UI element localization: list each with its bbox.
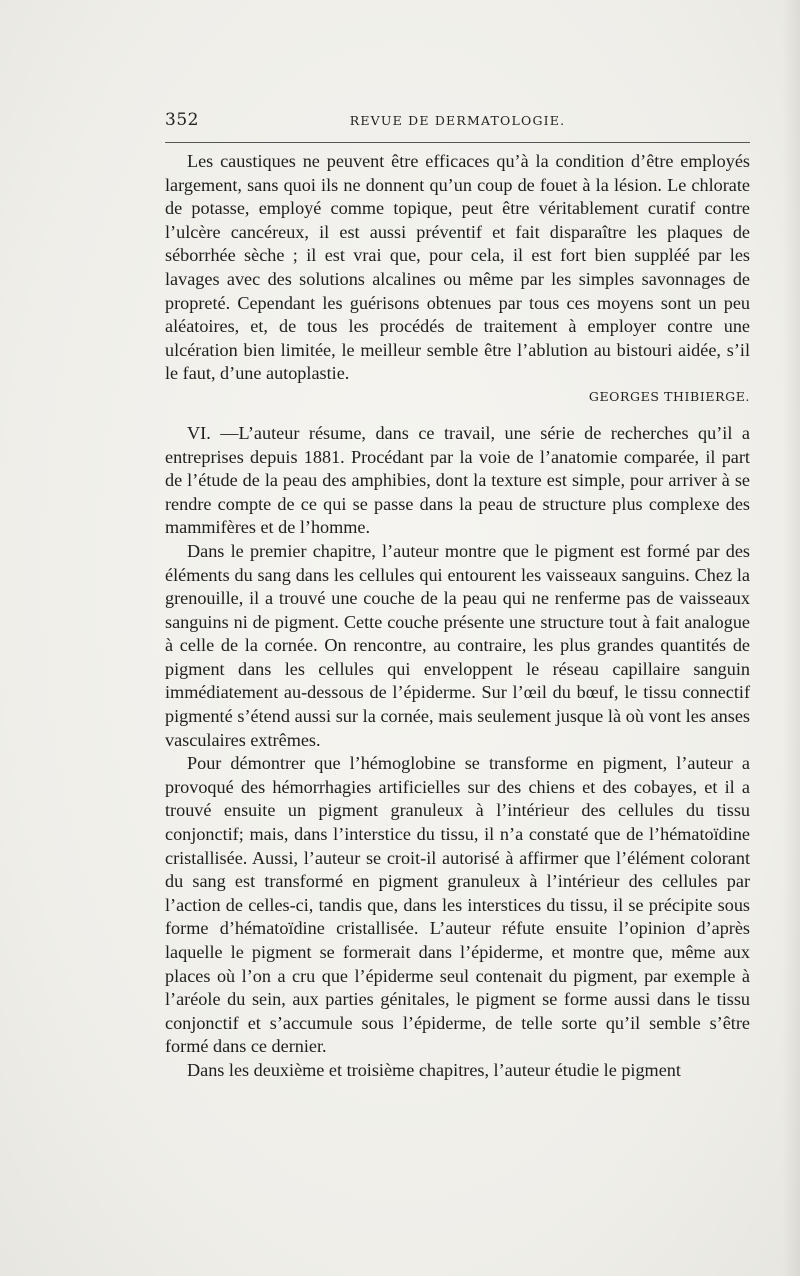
page-edge-shadow [782,0,800,1276]
review-2-paragraph-3: Pour démontrer que l’hémoglobine se transforme en pigment, l’auteur a provoqué des hémorrhagies artificielles sur des chiens et des cobayes, et il a trouvé ensuite un pigment granuleux à l’intérieur des cellules du tissu conjonctif; mais, dans l’interstice du tissu, il n’a constaté que de l’hématoïdine cristallisée. Aussi, l’auteur se croit-il autorisé à affirmer que l’élément colorant du sang est transformé en pigment granuleux à l’intérieur des cellules par l’action de celles-ci, tandis que, dans les interstices du tissu, il se précipite sous forme d’hématoïdine cristallisée. L’auteur réfute ensuite l’opinion d’après laquelle le pigment se formerait dans l’épiderme, et montre que, même aux places où l’on a cru que l’épiderme seul contenait du pigment, par exemple à l’aréole du sein, aux parties génitales, le pigment se forme aussi dans le tissu conjonctif et s’accumule sous l’épiderme, de telle sorte qu’il semble s’être formé dans ce dernier. [165,753,750,1057]
review-2-paragraph-1: VI. —L’auteur résume, dans ce travail, une série de recherches qu’il a entreprises depuis 1881. Procédant par la voie de l’anatomie comparée, il part de l’étude de la peau des amphibies, dont la texture est simple, pour arriver à se rendre compte de ce qui se passe dans la peau de structure plus complexe des mammifères et de l’homme. [165,422,750,538]
review-1-paragraph-1: Les caustiques ne peuvent être efficaces qu’à la condition d’être employés largement, sans quoi ils ne donnent qu’un coup de fouet à la lésion. Le chlorate de potasse, employé comme topique, peut être véritablement curatif contre l’ulcère cancéreux, il est aussi préventif et fait disparaître les plaques de séborrhée sèche ; il est vrai que, pour cela, il est fort bien suppléé par les lavages avec des solutions alcalines ou même par les simples savonnages de propreté. Cependant les guérisons obtenues par tous ces moyens sont un peu aléatoires, et, de tous les procédés de traitement à employer contre une ulcération bien limitée, le meilleur semble être l’ablution au bistouri aidée, s’il le faut, d’une autoplastie. [165,151,750,384]
header-rule [165,142,750,143]
article-body [165,150,750,1083]
section-gap [165,408,750,422]
review-1-signature: GEORGES THIBIERGE. [588,388,750,404]
review-2-paragraph-4: Dans les deuxième et troisième chapitres, l’auteur étudie le pigment [187,1059,681,1080]
page-number: 352 [165,110,199,130]
running-title: REVUE DE DERMATOLOGIE. [349,113,566,128]
running-header [165,110,750,134]
review-2-paragraph-2: Dans le premier chapitre, l’auteur montre que le pigment est formé par des éléments du sang dans les cellules qui entourent les vaisseaux sanguins. Chez la grenouille, il a trouvé une couche de la peau qui ne renferme pas de vaisseaux sanguins ni de pigment. Cette couche présente une structure tout à fait analogue à celle de la cornée. On rencontre, au contraire, les plus grandes quantités de pigment dans les cellules qui enveloppent le réseau capillaire sanguin immédiatement au-dessous de l’épiderme. Sur l’œil du bœuf, le tissu connectif pigmenté s’étend aussi sur la cornée, mais seulement jusque là où vont les anses vasculaires extrêmes. [165,540,750,750]
